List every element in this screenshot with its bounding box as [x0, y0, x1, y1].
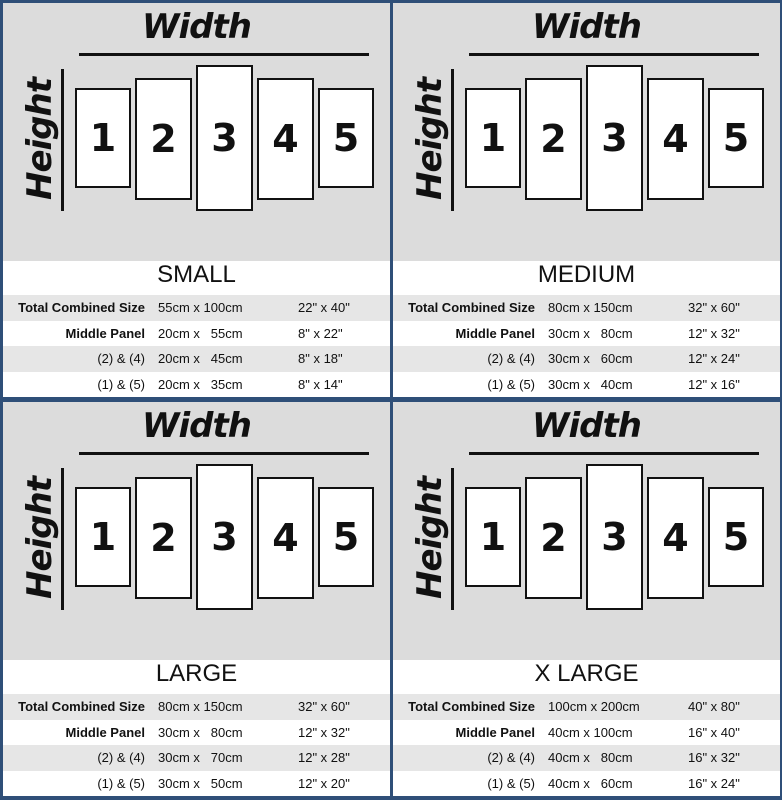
spec-imperial: 12" x 20"	[298, 775, 350, 791]
spec-table	[393, 694, 780, 796]
canvas-panel-2: 2	[525, 78, 582, 200]
canvas-panel-4: 4	[257, 477, 314, 599]
spec-metric: 20cm x 35cm	[158, 376, 243, 392]
spec-row-2-4	[393, 745, 780, 771]
height-dimension-line	[451, 69, 454, 211]
canvas-panel-2: 2	[525, 477, 582, 599]
height-label: Height	[20, 477, 60, 599]
spec-row-1-5	[3, 372, 390, 398]
width-dimension-line	[469, 53, 759, 56]
canvas-panel-2: 2	[135, 477, 192, 599]
width-label: Width	[142, 7, 251, 47]
size-card-small	[3, 3, 390, 397]
spec-imperial: 22" x 40"	[298, 300, 350, 315]
spec-row-total	[3, 295, 390, 321]
spec-label: Middle Panel	[65, 325, 145, 341]
spec-label: Total Combined Size	[18, 699, 145, 714]
spec-metric: 40cm x 100cm	[548, 724, 633, 740]
spec-label: (2) & (4)	[487, 351, 535, 366]
height-dimension-line	[61, 69, 64, 211]
canvas-panel-1: 1	[465, 487, 521, 587]
canvas-panel-5: 5	[318, 88, 374, 188]
spec-metric: 30cm x 70cm	[158, 750, 243, 765]
canvas-panel-3: 3	[196, 464, 253, 610]
spec-label: (2) & (4)	[97, 351, 145, 366]
canvas-panel-5: 5	[318, 487, 374, 587]
width-dimension-line	[79, 53, 369, 56]
spec-row-2-4	[3, 346, 390, 372]
spec-imperial: 16" x 40"	[688, 724, 740, 740]
canvas-panel-3: 3	[586, 65, 643, 211]
spec-label: (1) & (5)	[97, 376, 145, 392]
panel-diagram	[393, 3, 780, 261]
canvas-panel-2: 2	[135, 78, 192, 200]
spec-imperial: 32" x 60"	[298, 699, 350, 714]
spec-label: (2) & (4)	[97, 750, 145, 765]
spec-row-middle	[3, 720, 390, 746]
size-title: LARGE	[3, 660, 390, 694]
spec-metric: 30cm x 80cm	[548, 325, 633, 341]
spec-row-middle	[3, 321, 390, 347]
spec-label: Total Combined Size	[18, 300, 145, 315]
size-title: SMALL	[3, 261, 390, 295]
spec-imperial: 40" x 80"	[688, 699, 740, 714]
spec-row-1-5	[3, 771, 390, 797]
spec-metric: 20cm x 55cm	[158, 325, 243, 341]
spec-label: Total Combined Size	[408, 699, 535, 714]
height-label: Height	[20, 78, 60, 200]
spec-metric: 30cm x 60cm	[548, 351, 633, 366]
width-label: Width	[532, 406, 641, 446]
spec-imperial: 8" x 18"	[298, 351, 343, 366]
spec-label: Middle Panel	[455, 325, 535, 341]
canvas-panel-4: 4	[647, 477, 704, 599]
canvas-panel-1: 1	[465, 88, 521, 188]
spec-row-middle	[393, 321, 780, 347]
spec-label: Middle Panel	[65, 724, 145, 740]
canvas-panel-3: 3	[586, 464, 643, 610]
height-dimension-line	[61, 468, 64, 610]
spec-metric: 100cm x 200cm	[548, 699, 640, 714]
spec-row-total	[393, 694, 780, 720]
spec-label: Total Combined Size	[408, 300, 535, 315]
panel-diagram	[3, 402, 390, 660]
panel-diagram	[3, 3, 390, 261]
spec-row-1-5	[393, 372, 780, 398]
width-label: Width	[142, 406, 251, 446]
spec-metric: 55cm x 100cm	[158, 300, 243, 315]
spec-metric: 30cm x 80cm	[158, 724, 243, 740]
spec-imperial: 12" x 32"	[298, 724, 350, 740]
canvas-panel-1: 1	[75, 487, 131, 587]
spec-row-2-4	[393, 346, 780, 372]
size-title: MEDIUM	[393, 261, 780, 295]
width-dimension-line	[79, 452, 369, 455]
width-dimension-line	[469, 452, 759, 455]
spec-imperial: 16" x 32"	[688, 750, 740, 765]
canvas-panel-3: 3	[196, 65, 253, 211]
spec-table	[3, 694, 390, 796]
spec-label: Middle Panel	[455, 724, 535, 740]
spec-metric: 80cm x 150cm	[158, 699, 243, 714]
spec-imperial: 8" x 14"	[298, 376, 343, 392]
spec-row-1-5	[393, 771, 780, 797]
spec-metric: 30cm x 50cm	[158, 775, 243, 791]
canvas-panel-4: 4	[647, 78, 704, 200]
height-label: Height	[410, 78, 450, 200]
size-title: X LARGE	[393, 660, 780, 694]
panel-diagram	[393, 402, 780, 660]
spec-row-total	[3, 694, 390, 720]
spec-table	[393, 295, 780, 397]
height-dimension-line	[451, 468, 454, 610]
spec-row-2-4	[3, 745, 390, 771]
spec-imperial: 12" x 28"	[298, 750, 350, 765]
spec-label: (1) & (5)	[487, 775, 535, 791]
size-card-x-large	[393, 402, 780, 796]
spec-imperial: 8" x 22"	[298, 325, 343, 341]
spec-metric: 40cm x 60cm	[548, 775, 633, 791]
spec-row-total	[393, 295, 780, 321]
height-label: Height	[410, 477, 450, 599]
canvas-panel-5: 5	[708, 88, 764, 188]
width-label: Width	[532, 7, 641, 47]
spec-label: (2) & (4)	[487, 750, 535, 765]
spec-label: (1) & (5)	[97, 775, 145, 791]
spec-label: (1) & (5)	[487, 376, 535, 392]
size-card-medium	[393, 3, 780, 397]
spec-imperial: 32" x 60"	[688, 300, 740, 315]
spec-metric: 30cm x 40cm	[548, 376, 633, 392]
size-card-large	[3, 402, 390, 796]
canvas-panel-1: 1	[75, 88, 131, 188]
spec-imperial: 12" x 24"	[688, 351, 740, 366]
spec-table	[3, 295, 390, 397]
canvas-panel-5: 5	[708, 487, 764, 587]
spec-metric: 40cm x 80cm	[548, 750, 633, 765]
spec-metric: 80cm x 150cm	[548, 300, 633, 315]
spec-imperial: 12" x 32"	[688, 325, 740, 341]
canvas-panel-4: 4	[257, 78, 314, 200]
spec-metric: 20cm x 45cm	[158, 351, 243, 366]
spec-row-middle	[393, 720, 780, 746]
spec-imperial: 16" x 24"	[688, 775, 740, 791]
spec-imperial: 12" x 16"	[688, 376, 740, 392]
